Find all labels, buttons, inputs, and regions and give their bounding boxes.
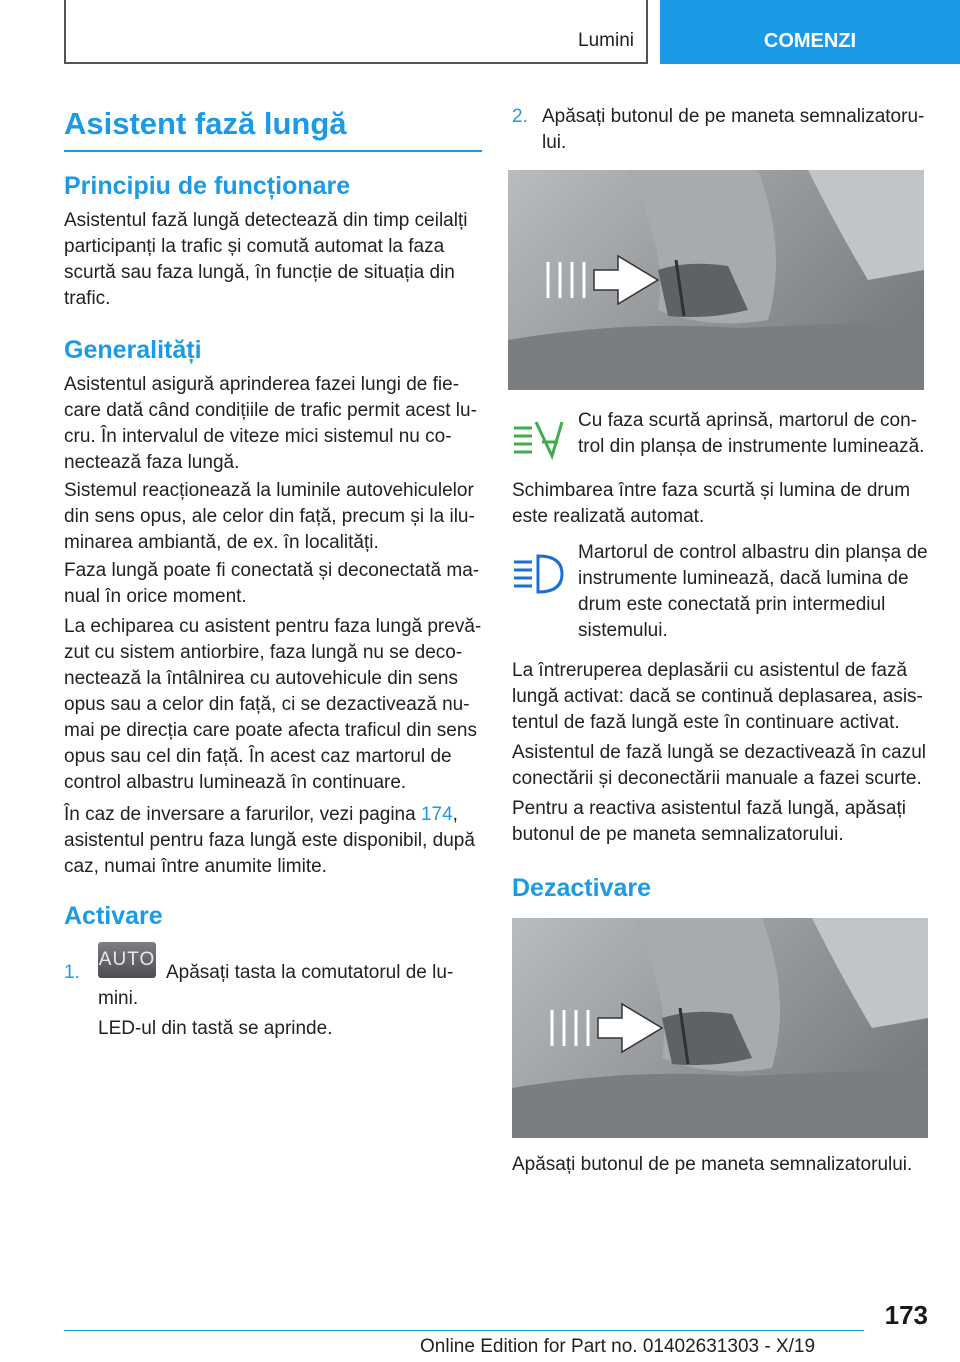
footer-edition: Online Edition for Part no. 01402631303 - X/19 xyxy=(420,1336,816,1357)
heading-activare: Activare xyxy=(64,902,163,930)
low-beam-assist-icon xyxy=(512,416,564,460)
page-number: 173 xyxy=(884,1300,928,1330)
chapter-tab-label: COMENZI xyxy=(763,29,857,52)
text-principiu: Asistentul fază lungă detectează din timp ceilalți participanți la trafic și comută automat la faza scurtă sau faza lungă, în funcție de situația din trafic. xyxy=(64,210,468,309)
arrow-right-icon xyxy=(594,256,658,304)
turn-signal-lever-photo-2 xyxy=(512,918,928,1138)
high-beam-icon xyxy=(512,552,564,596)
text-generalitati-3: Faza lungă poate fi conectată și deconectată manual în orice moment. xyxy=(64,560,480,607)
step-1-text: Apăsați tasta la comutatorul de lumini. xyxy=(98,962,454,1009)
auto-button-label: AUTO xyxy=(98,949,156,970)
text-interrupt: La întreruperea deplasării cu asistentul de fază lungă activat: dacă se continuă deplasarea, asistentul de fază lungă este în continuare activat. xyxy=(512,660,923,733)
heading-principiu: Principiu de funcționare xyxy=(64,172,351,200)
step-1-number: 1. xyxy=(64,962,80,983)
turn-signal-lever-photo-1 xyxy=(508,170,924,390)
step-2-text: Apăsați butonul de pe maneta semnalizatorului. xyxy=(542,106,925,153)
footer-rule xyxy=(64,1330,864,1331)
text-generalitati-1: Asistentul asigură aprinderea fazei lungi de fiecare dată când condițiile de trafic permit acest lucru. În intervalul de viteze mici sistemul nu conectează faza lungă. xyxy=(64,374,477,473)
page-title: Asistent fază lungă xyxy=(64,104,482,152)
dezactivare-caption: Apăsați butonul de pe maneta semnalizatorului. xyxy=(512,1154,913,1175)
indicator-2-text: Martorul de control albastru din planșa de instrumente luminează, dacă lumina de drum este conectată prin intermediul sistemului. xyxy=(578,542,928,641)
step-2-number: 2. xyxy=(512,106,528,127)
step-1-subtext: LED-ul din tastă se aprinde. xyxy=(98,1018,333,1039)
indicator-1-text: Cu faza scurtă aprinsă, martorul de control din planșa de instrumente luminează. xyxy=(578,410,925,457)
text-switch: Schimbarea între faza scurtă și lumina de drum este realizată automat. xyxy=(512,480,911,527)
header-bar xyxy=(64,0,648,64)
lever-illustration xyxy=(508,170,924,390)
arrow-right-icon xyxy=(598,1004,662,1052)
page-link[interactable]: 174 xyxy=(420,804,453,825)
lever-illustration-2 xyxy=(512,918,928,1138)
heading-generalitati: Generalități xyxy=(64,336,202,364)
text-reactivate: Pentru a reactiva asistentul fază lungă, apăsați butonul de pe maneta semnalizatorului. xyxy=(512,798,906,845)
chapter-tab[interactable] xyxy=(660,0,960,64)
section-title: Lumini xyxy=(578,30,634,51)
text-generalitati-5: În caz de inversare a farurilor, vezi pagina 174, asistentul pentru faza lungă este disponibil, după caz, numai între anumite limite. xyxy=(64,804,475,877)
text-generalitati-2: Sistemul reacționează la luminile autovehiculelor din sens opus, ale celor din față, precum și la iluminarea ambiantă, de ex. în localități. xyxy=(64,480,475,553)
text-deactivate-manual: Asistentul de fază lungă se dezactivează în cazul conectării și deconectării manuale a fazei scurte. xyxy=(512,742,927,789)
heading-dezactivare: Dezactivare xyxy=(512,874,651,902)
text-generalitati-4: La echiparea cu asistent pentru faza lungă prevăzut cu sistem antiorbire, faza lungă nu se deconectează la întâlnirea cu autovehicule din sens opus sau a celor din față, ci se dezactivează numai pe direcția care poate afecta traficul din sens opus sau cel din față. În acest caz martorul de control albastru luminează în continuare. xyxy=(64,616,482,793)
